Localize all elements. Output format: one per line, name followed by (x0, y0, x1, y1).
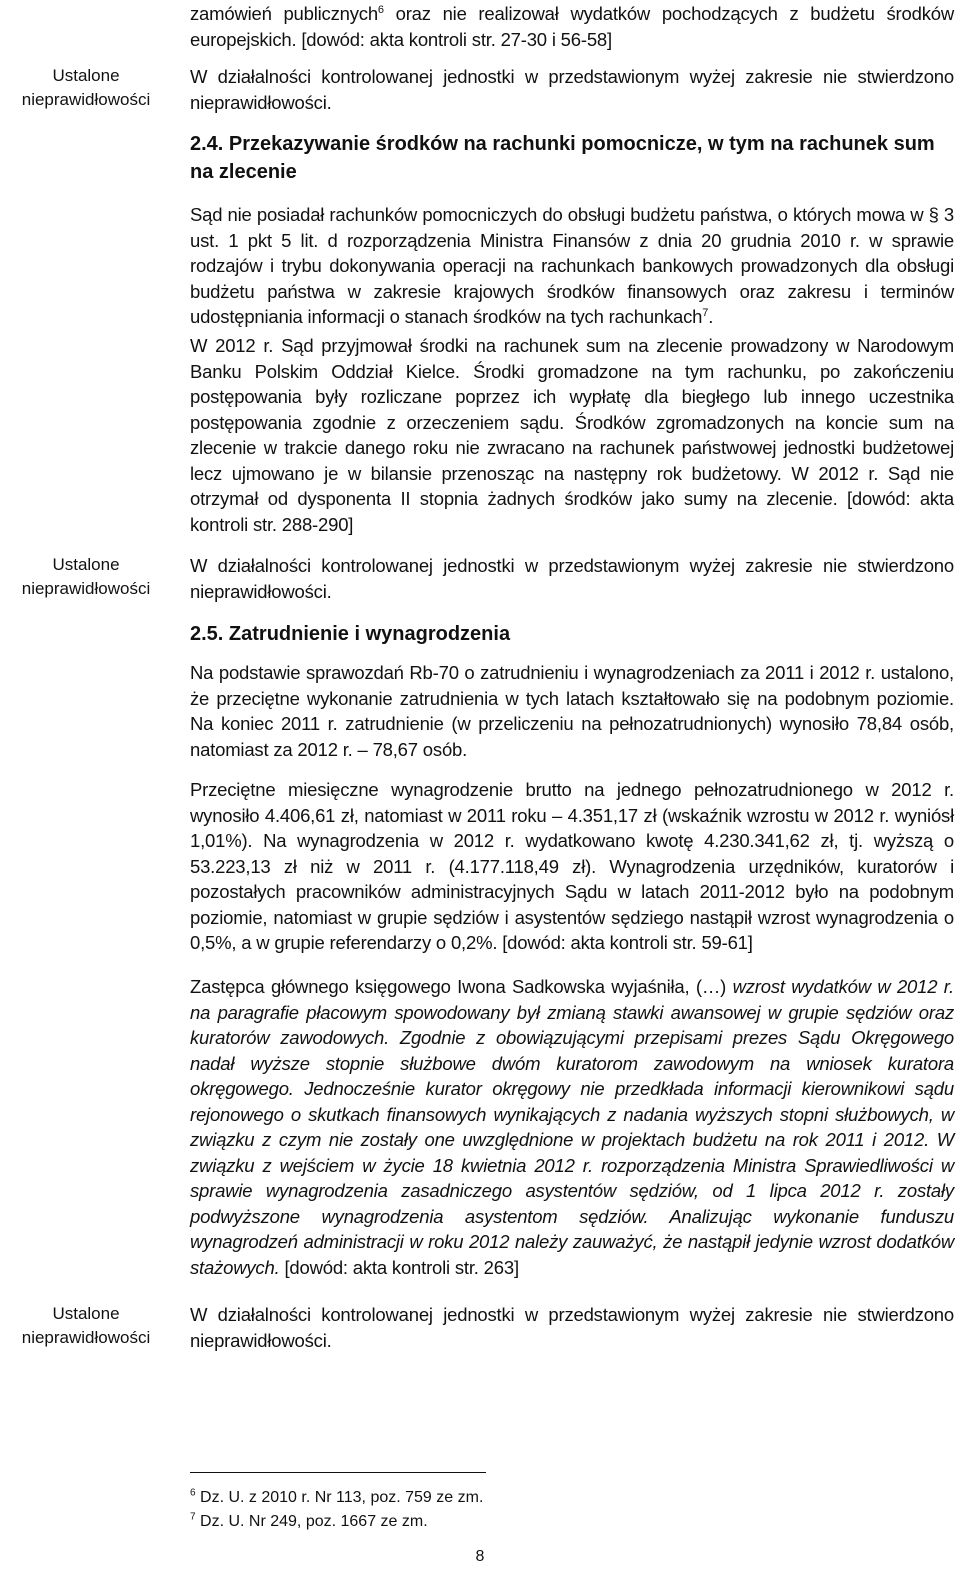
footnote-ref-7[interactable]: 7 (702, 306, 709, 319)
section-2-5-paragraph-2: Przeciętne miesięczne wynagrodzenie brutto na jednego pełnozatrudnionego w 2012 r. wynosiło 4.406,61 zł, natomiast w 2011 roku – 4.351,17 zł (wskaźnik wzrostu w 2012 r. wyniósł 1,01%). Na wynagrodzenia w 2012 r. wydatkowano kwotę 4.230.341,62 zł, tj. wyższą o 53.223,13 zł niż w 2011 r. (4.177.118,49 zł). Wynagrodzenia urzędników, kuratorów i pozostałych pracowników administracyjnych Sądu w latach 2011-2012 było na podobnym poziomie, natomiast w grupie sędziów i asystentów sędziego nastąpił wzrost wynagrodzenia o 0,5%, a w grupie referendarzy o 0,2%. [dowód: akta kontroli str. 59-61] (190, 779, 954, 953)
continuation-paragraph: zamówień publicznych$^6$ oraz nie realizował wydatków pochodzących z budżetu środków europejskich. [dowód: akta kontroli str. 27-30 i 56-58] (190, 3, 954, 50)
footnote-7: $^7$ Dz. U. Nr 249, poz. 1667 ze zm. (190, 1511, 428, 1530)
evidence-reference: [dowód: akta kontroli str. 263] (279, 1256, 519, 1278)
section-heading-2-4 (190, 130, 954, 186)
footnote-ref-6[interactable]: 6 (377, 3, 384, 16)
section-2-5-paragraph-1: Na podstawie sprawozdań Rb-70 o zatrudnieniu i wynagrodzeniach za 2011 i 2012 r. ustalono, że przeciętne wykonanie zatrudnienia w tych latach kształtowało się na podobnym poziomie. Na koniec 2011 r. zatrudnienie (w przeliczeniu na pełnozatrudnionych) wynosiło 78,84 osób, natomiast za 2012 r. – 78,67 osób. (190, 662, 954, 760)
margin-note-label: Ustalone (52, 555, 120, 574)
section-number: 2.4. (190, 133, 224, 155)
explanation-quote: wzrost wydatków w 2012 r. na paragrafie płacowym spowodowany był zmianą stawki awansowej w grupie sędziów oraz kuratorów zawodowych. Zgodnie z obowiązującymi przepisami prezes Sądu Okręgowego nadał wyższe stopnie służbowe dwóm kuratorom zawodowym na wniosek kuratora okręgowego. Jednocześnie kurator okręgowy nie przedkłada informacji kierownikowi sądu rejonowego o skutkach finansowych wynikających z nadania wyższych stopni służbowych, w związku z czym nie zostały one uwzględnione w projektach budżetu na rok 2011 i 2012. W związku z wejściem w życie 18 kwietnia 2012 r. rozporządzenia Ministra Sprawiedliwości w sprawie wynagrodzenia zasadniczego asystentów sędziów, od 1 lipca 2012 r. zostały podwyższone wynagrodzenia asystentom sędziów. Analizując wykonanie funduszu wynagrodzeń administracji w roku 2012 należy zauważyć, że nastąpił jedynie wzrost dodatków stażowych. (190, 976, 954, 1278)
margin-note-label: nieprawidłowości (21, 90, 151, 109)
section-2-5-paragraph-3 (190, 974, 954, 1280)
section-heading-2-5 (190, 620, 954, 648)
margin-note-findings-2 (0, 553, 172, 601)
section-2-4-paragraph-1: Sąd nie posiadał rachunków pomocniczych do obsługi budżetu państwa, o których mowa w § 3 ust. 1 pkt 5 lit. d rozporządzenia Ministra Finansów z dnia 20 grudnia 2010 r. w sprawie rodzajów i trybu dokonywania operacji na rachunkach bankowych prowadzonych dla obsługi budżetu państwa w zakresie krajowych środków finansowych oraz zakresu i terminów udostępniania informacji o stanach środków na tych rachunkach$^7$. (190, 204, 954, 327)
finding-statement-3: W działalności kontrolowanej jednostki w przedstawionym wyżej zakresie nie stwierdzono nieprawidłowości. (190, 1304, 954, 1351)
footnote-separator (190, 1472, 486, 1473)
section-2-4-paragraph-2: W 2012 r. Sąd przyjmował środki na rachunek sum na zlecenie prowadzony w Narodowym Banku Polskim Oddział Kielce. Środki gromadzone na tym rachunku, po zakończeniu postępowania były rozliczane poprzez ich wypłatę dla biegłego lub innego uczestnika postępowania zgodnie z orzeczeniem sądu. Środków zgromadzonych na koncie sum na zlecenie w trakcie danego roku nie zwracano na rachunek państwowej jednostki budżetowej lecz ujmowano je w bilansie przenosząc na następny rok budżetowy. W 2012 r. Sąd nie otrzymał od dysponenta II stopnia żadnych środków jako sumy na zlecenie. [dowód: akta kontroli str. 288-290] (190, 335, 954, 535)
page-number: 8 (475, 1548, 485, 1565)
footnote-6: $^6$ Dz. U. z 2010 r. Nr 113, poz. 759 ze zm. (190, 1487, 484, 1506)
section-number: 2.5. (190, 623, 224, 645)
margin-note-label: Ustalone (52, 66, 120, 85)
margin-note-findings-3 (0, 1302, 172, 1350)
margin-note-findings-1 (0, 64, 172, 112)
section-title: Zatrudnienie i wynagrodzenia (228, 623, 511, 645)
section-title: Przekazywanie środków na rachunki pomocnicze, w tym na rachunek sum na zlecenie (190, 133, 935, 183)
margin-note-label: Ustalone (52, 1304, 120, 1323)
explanation-intro: Zastępca głównego księgowego Iwona Sadkowska wyjaśniła, (…) (190, 976, 733, 997)
finding-statement-2: W działalności kontrolowanej jednostki w przedstawionym wyżej zakresie nie stwierdzono nieprawidłowości. (190, 555, 954, 602)
margin-note-label: nieprawidłowości (21, 579, 151, 598)
finding-statement-1: W działalności kontrolowanej jednostki w przedstawionym wyżej zakresie nie stwierdzono nieprawidłowości. (190, 66, 954, 113)
margin-note-label: nieprawidłowości (21, 1328, 151, 1347)
